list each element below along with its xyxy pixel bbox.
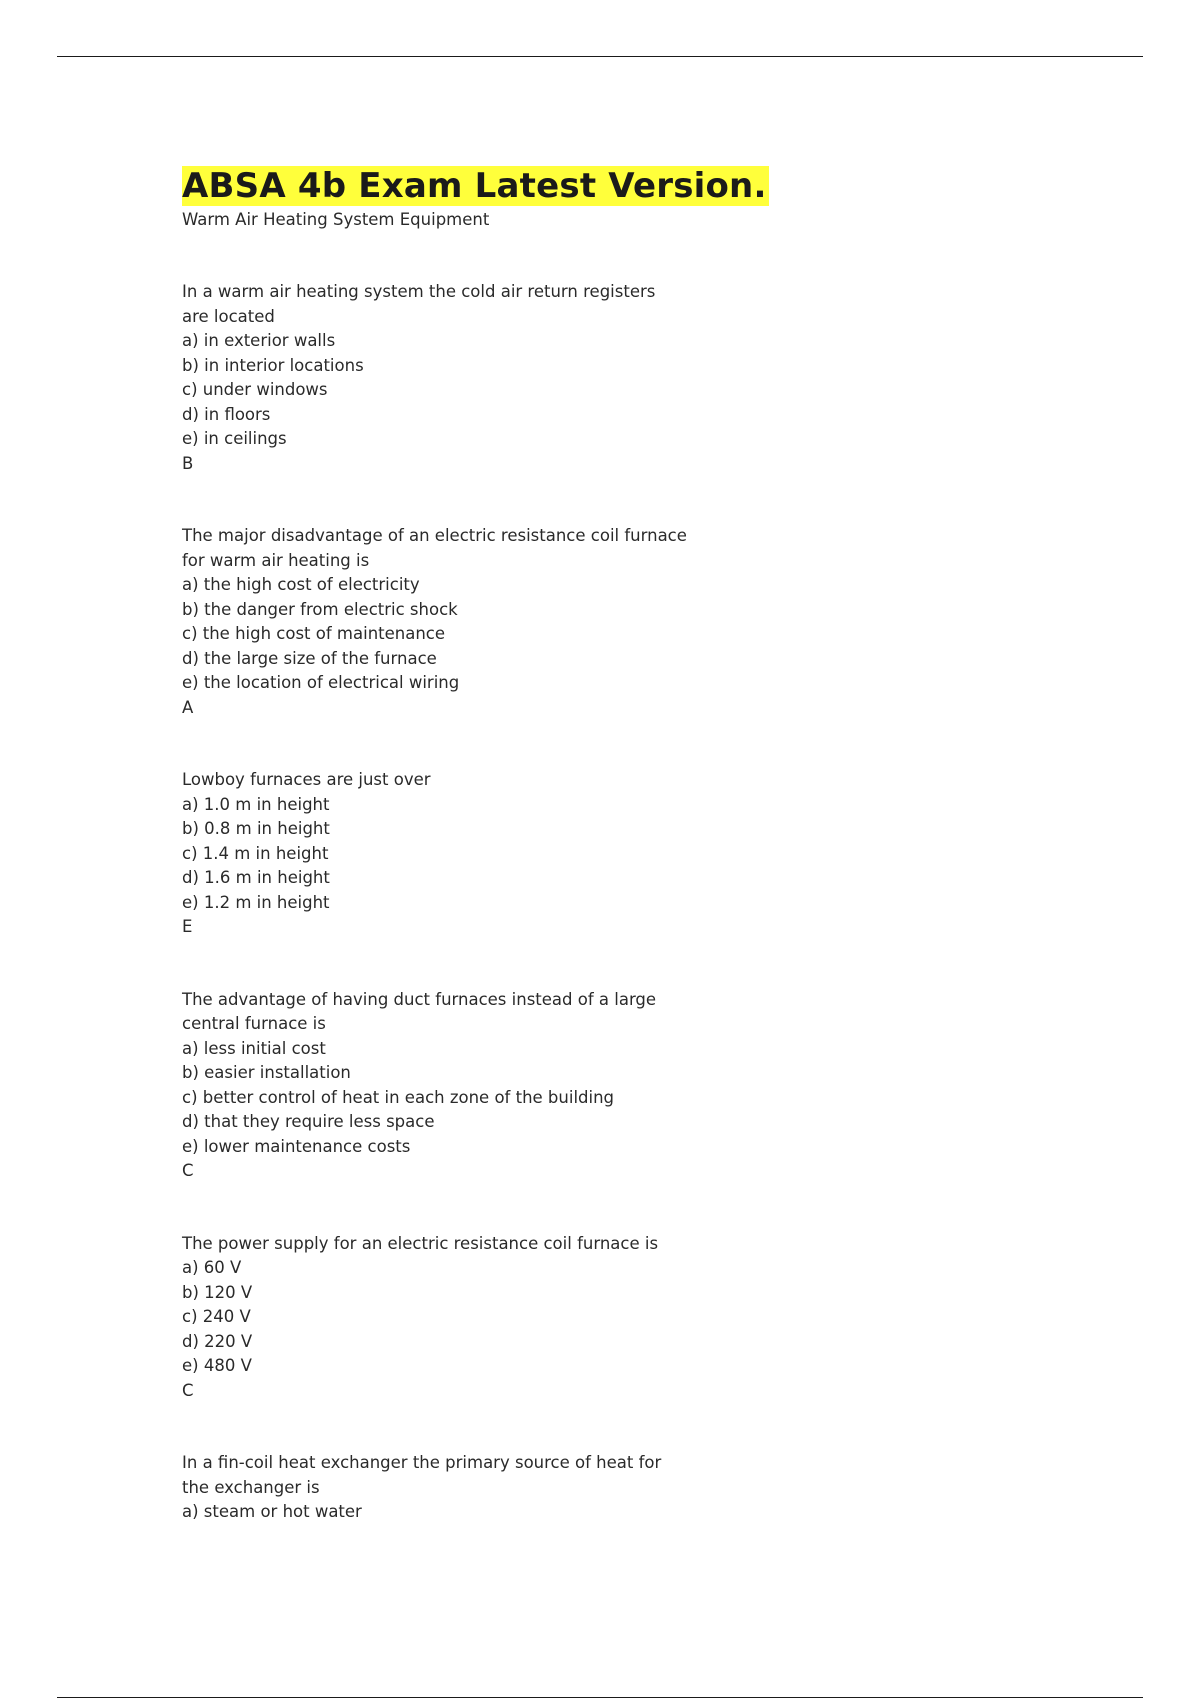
question-stem: In a warm air heating system the cold air return registers are located bbox=[182, 282, 656, 326]
question-list bbox=[182, 280, 1002, 1525]
option-a: a) steam or hot water bbox=[182, 1502, 362, 1521]
bottom-rule bbox=[57, 1697, 1143, 1698]
option-d: d) the large size of the furnace bbox=[182, 648, 437, 668]
option-b: b) the danger from electric shock bbox=[182, 599, 458, 619]
question-stem: The major disadvantage of an electric resistance coil furnace for warm air heating is bbox=[182, 526, 687, 570]
option-b: b) in interior locations bbox=[182, 355, 364, 375]
question-2 bbox=[182, 524, 1002, 720]
option-c: c) under windows bbox=[182, 380, 328, 399]
question-6 bbox=[182, 1451, 1002, 1525]
option-d: d) that they require less space bbox=[182, 1112, 435, 1131]
question-4 bbox=[182, 988, 1002, 1184]
option-e: e) 480 V bbox=[182, 1356, 252, 1375]
option-c: c) 240 V bbox=[182, 1307, 251, 1326]
question-stem: The advantage of having duct furnaces instead of a large central furnace is bbox=[182, 989, 657, 1033]
question-5 bbox=[182, 1232, 1002, 1404]
option-a: a) 1.0 m in height bbox=[182, 794, 330, 814]
option-d: d) 1.6 m in height bbox=[182, 868, 330, 887]
option-e: e) in ceilings bbox=[182, 429, 287, 448]
question-stem: Lowboy furnaces are just over bbox=[182, 770, 431, 789]
top-rule bbox=[57, 56, 1143, 57]
option-b: b) easier installation bbox=[182, 1063, 351, 1082]
answer: C bbox=[182, 1380, 194, 1400]
option-e: e) 1.2 m in height bbox=[182, 892, 330, 912]
option-e: e) lower maintenance costs bbox=[182, 1136, 411, 1156]
option-d: d) in floors bbox=[182, 404, 271, 424]
option-a: a) the high cost of electricity bbox=[182, 575, 420, 594]
document-body bbox=[182, 166, 1002, 1573]
option-c: c) 1.4 m in height bbox=[182, 843, 329, 863]
answer: E bbox=[182, 917, 193, 936]
answer: C bbox=[182, 1161, 194, 1180]
answer: B bbox=[182, 453, 194, 473]
option-a: a) in exterior walls bbox=[182, 331, 336, 350]
answer: A bbox=[182, 697, 194, 717]
option-b: b) 0.8 m in height bbox=[182, 819, 330, 838]
option-a: a) 60 V bbox=[182, 1258, 242, 1277]
option-d: d) 220 V bbox=[182, 1331, 253, 1351]
option-a: a) less initial cost bbox=[182, 1038, 326, 1058]
option-c: c) better control of heat in each zone of the building bbox=[182, 1087, 615, 1107]
document-title: ABSA 4b Exam Latest Version. bbox=[182, 166, 767, 206]
option-e: e) the location of electrical wiring bbox=[182, 673, 460, 692]
document-subtitle: Warm Air Heating System Equipment bbox=[182, 210, 490, 229]
question-1 bbox=[182, 280, 1002, 476]
question-stem: In a fin-coil heat exchanger the primary source of heat for the exchanger is bbox=[182, 1453, 662, 1497]
question-stem: The power supply for an electric resistance coil furnace is bbox=[182, 1233, 659, 1253]
question-3 bbox=[182, 768, 1002, 940]
option-b: b) 120 V bbox=[182, 1282, 253, 1302]
option-c: c) the high cost of maintenance bbox=[182, 624, 446, 643]
